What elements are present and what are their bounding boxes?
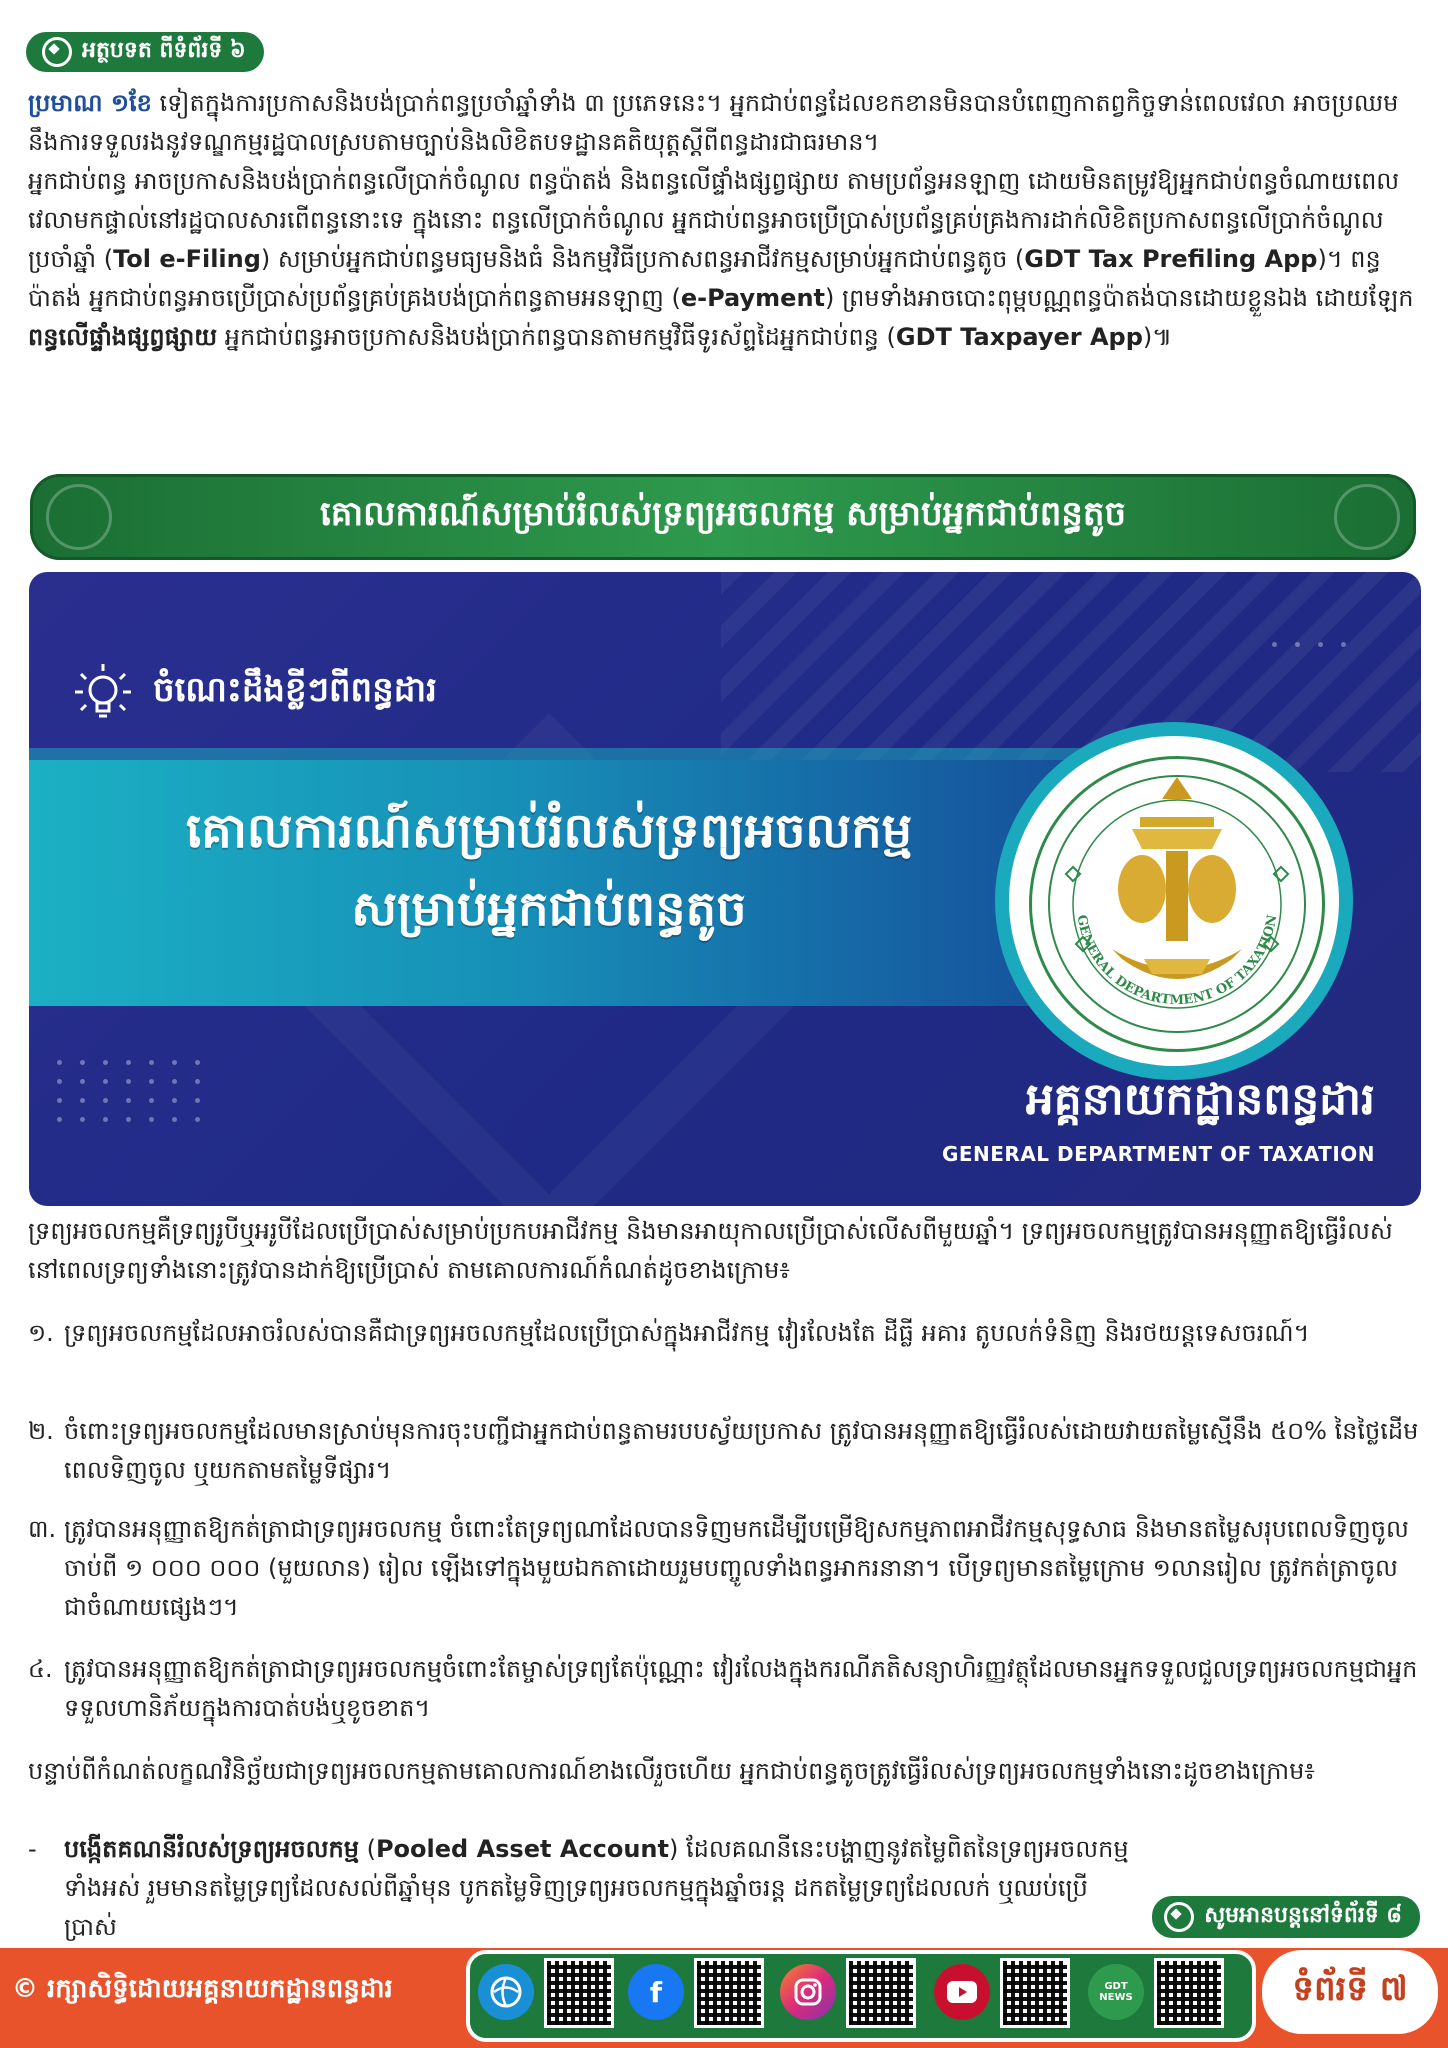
intro-text-1: ទៀតក្នុងការប្រកាសនិងបង់ប្រាក់ពន្ធប្រចាំឆ្នាំទាំង ៣ ប្រភេទនេះ។ អ្នកជាប់ពន្ធដែលខកខានមិនបានបំពេញកាតព្វកិច្ចទាន់ពេលវេលា អាចប្រឈមនឹងការទទួលរងនូវទណ្ឌកម្មរដ្ឋបាលស្របតាមច្បាប់និងលិខិតបទដ្ឋានគតិយុត្តស្តីពីពន្ធដារជាធរមាន។ (28, 89, 1399, 156)
list-item (28, 1510, 1420, 1627)
continue-next-page-badge (1152, 1896, 1420, 1938)
list-text: ចំពោះទ្រព្យអចលកម្មដែលមានស្រាប់មុនការចុះបញ្ជីជាអ្នកជាប់ពន្ធតាមរបបស្វ័យប្រកាស ត្រូវបានអនុញ្ញាតឱ្យធ្វើរំលស់ដោយវាយតម្លៃស្មើនឹង ៥០% នៃថ្លៃដើមពេលទិញចូល ឬយកតាមតម្លៃទីផ្សារ។ (64, 1417, 1419, 1484)
intro-text-2c: )។ ពន្ធប៉ាតង់ អ្នកជាប់ពន្ធអាចប្រើប្រាស់ប្រព័ន្ធគ្រប់គ្រងបង់ប្រាក់ពន្ធតាមអនឡាញ ( (28, 245, 1381, 312)
bullet-open: ( (358, 1835, 376, 1863)
facebook-icon[interactable]: f (628, 1964, 684, 2020)
ad-tax-term: ពន្ធលើផ្ទាំងផ្សព្វផ្សាយ (28, 323, 218, 351)
intro-paragraph-2 (28, 162, 1420, 357)
tol-efiling-term: Tol e-Filing (113, 245, 261, 273)
banner-title-line-2: សម្រាប់អ្នកជាប់ពន្ធតូច (351, 881, 747, 937)
page-number: ទំព័រទី ៧ (1262, 1950, 1438, 2034)
gdt-news-icon[interactable] (1088, 1964, 1144, 2020)
web-icon[interactable] (478, 1964, 534, 2020)
tip-label: ចំណេះដឹងខ្លីៗពីពន្ធដារ (153, 670, 437, 710)
qr-code-icon[interactable] (846, 1958, 916, 2028)
prefiling-app-term: GDT Tax Prefiling App (1024, 245, 1318, 273)
intro-text-2a: អ្នកជាប់ពន្ធ អាចប្រកាសនិងបង់ប្រាក់ពន្ធលើប្រាក់ចំណូល ពន្ធប៉ាតង់ និងពន្ធលើផ្ទាំងផ្សព្វផ្សាយ តាមប្រព័ន្ធអនឡាញ ដោយមិនតម្រូវឱ្យអ្នកជាប់ពន្ធចំណាយពេលវេលាមកផ្ទាល់នៅរដ្ឋបាលសារពើពន្ធនោះទេ ក្នុងនោះ ពន្ធលើប្រាក់ចំណូល អ្នកជាប់ពន្ធអាចប្រើប្រាស់ប្រព័ន្ធគ្រប់គ្រងការដាក់លិខិតប្រកាសពន្ធលើប្រាក់ចំណូលប្រចាំឆ្នាំ ( (28, 167, 1400, 273)
taxpayer-app-term: GDT Taxpayer App (895, 323, 1143, 351)
seal-text: GENERAL DEPARTMENT OF TAXATION (1073, 913, 1281, 1009)
section-title-bar (30, 474, 1416, 560)
intro-text-2d: ) ព្រមទាំងអាចបោះពុម្ពបណ្ណពន្ធប៉ាតង់បានដោយខ្លួនឯង ដោយឡែក (825, 284, 1414, 312)
continued-badge (26, 32, 264, 72)
ornament-icon (46, 484, 112, 550)
ornament-icon (42, 37, 72, 67)
intro-text-2f: )៕ (1142, 323, 1173, 351)
list-item (28, 1650, 1420, 1728)
copyright: © រក្សាសិទ្ធិដោយអគ្គនាយកដ្ឋានពន្ធដារ (12, 1974, 393, 2004)
section-title: គោលការណ៍សម្រាប់រំលស់ទ្រព្យអចលកម្ម សម្រាប់អ្នកជាប់ពន្ធតូច (319, 494, 1127, 534)
bulb-icon (73, 660, 133, 726)
list-number: ១. (28, 1319, 54, 1347)
bullet-rest: ) ដែលគណនីនេះបង្ហាញនូវតម្លៃពិតនៃទ្រព្យអចលកម្មទាំងអស់ រួមមានតម្លៃទ្រព្យដែលសល់ពីឆ្នាំមុន បូកតម្លៃទិញទ្រព្យអចលកម្មក្នុងឆ្នាំចរន្ត ដកតម្លៃទ្រព្យដែលលក់ ឬឈប់ប្រើប្រាស់ (64, 1835, 1129, 1941)
dots-decoration (57, 1060, 200, 1122)
list-number: ២. (28, 1417, 54, 1445)
body-intro: ទ្រព្យអចលកម្មគឺទ្រព្យរូបីឬអរូបីដែលប្រើប្រាស់សម្រាប់ប្រកបអាជីវកម្ម និងមានអាយុកាលប្រើប្រាស់លើសពីមួយឆ្នាំ។ ទ្រព្យអចលកម្មត្រូវបានអនុញ្ញាតឱ្យធ្វើរំលស់នៅពេលទ្រព្យទាំងនោះត្រូវបានដាក់ឱ្យប្រើប្រាស់ តាមគោលការណ៍កំណត់ដូចខាងក្រោម៖ (28, 1217, 1393, 1284)
list-number: ៣. (28, 1515, 57, 1543)
ornament-icon (1164, 1902, 1194, 1932)
gdt-seal-icon (1029, 756, 1325, 1052)
epayment-term: e-Payment (680, 284, 826, 312)
qr-code-icon[interactable] (694, 1958, 764, 2028)
org-name-english: GENERAL DEPARTMENT OF TAXATION (941, 1142, 1375, 1166)
intro-paragraph-1 (28, 84, 1420, 162)
list-text: ទ្រព្យអចលកម្មដែលអាចរំលស់បានគឺជាទ្រព្យអចលកម្មដែលប្រើប្រាស់ក្នុងអាជីវកម្ម វៀរលែងតែ ដីធ្លី អគារ តូបលក់ទំនិញ និងរថយន្តទេសចរណ៍។ (64, 1319, 1310, 1347)
list-text: ត្រូវបានអនុញ្ញាតឱ្យកត់ត្រាជាទ្រព្យអចលកម្មចំពោះតែម្ចាស់ទ្រព្យតែប៉ុណ្ណោះ វៀរលែងក្នុងករណីភតិសន្យាហិរញ្ញវត្ថុដែលមានអ្នកទទួលជួលទ្រព្យអចលកម្មជាអ្នកទទួលហានិភ័យក្នុងការបាត់បង់ឬខូចខាត។ (64, 1655, 1418, 1722)
banner-stripes (721, 572, 1421, 772)
intro-text-2e: អ្នកជាប់ពន្ធអាចប្រកាសនិងបង់ប្រាក់ពន្ធបានតាមកម្មវិធីទូរស័ព្ទដៃអ្នកជាប់ពន្ធ ( (217, 323, 896, 351)
continued-badge-text: អត្ថបទត ពីទំព័រទី ៦ (82, 38, 246, 63)
bullet-item (28, 1830, 1138, 1947)
qr-code-icon[interactable] (544, 1958, 614, 2028)
youtube-icon[interactable] (934, 1964, 990, 2020)
qr-code-icon[interactable] (1000, 1958, 1070, 2028)
qr-code-icon[interactable] (1154, 1958, 1224, 2028)
pooled-asset-account-term: Pooled Asset Account (375, 1835, 669, 1863)
org-name-khmer: អគ្គនាយកដ្ឋានពន្ធដារ (1025, 1074, 1375, 1125)
intro-highlight: ប្រមាណ ១ខែ (28, 89, 152, 117)
gdt-news-label: GDT NEWS (1099, 1981, 1133, 2003)
list-text: ត្រូវបានអនុញ្ញាតឱ្យកត់ត្រាជាទ្រព្យអចលកម្ម ចំពោះតែទ្រព្យណាដែលបានទិញមកដើម្បីបម្រើឱ្យសកម្មភាពអាជីវកម្មសុទ្ធសាធ និងមានតម្លៃសរុបពេលទិញចូល ចាប់ពី ១ ០០០ ០០០ (មួយលាន) រៀល ឡើងទៅក្នុងមួយឯកតាដោយរួមបញ្ចូលទាំងពន្ធអាករនានា។ បើទ្រព្យមានតម្លៃក្រោម ១លានរៀល ត្រូវកត់ត្រាចូលជាចំណាយផ្សេងៗ។ (64, 1515, 1409, 1621)
list-item (28, 1412, 1420, 1490)
list-item (28, 1314, 1420, 1353)
continue-next-page-text: សូមអានបន្តនៅទំព័រទី ៨ (1204, 1903, 1402, 1928)
banner-title-line-1: គោលការណ៍សម្រាប់រំលស់ទ្រព្យអចលកម្ម (185, 803, 913, 859)
bullet-dash: - (28, 1835, 37, 1863)
banner-title (69, 792, 1029, 948)
tip-row (73, 660, 437, 726)
instagram-icon[interactable] (780, 1964, 836, 2020)
ornament-icon (1334, 484, 1400, 550)
bullet-lead: បង្កើតគណនីរំលស់ទ្រព្យអចលកម្ម (64, 1835, 359, 1863)
banner (29, 572, 1421, 1206)
dots-decoration (1272, 642, 1346, 647)
intro-text-2b: ) សម្រាប់អ្នកជាប់ពន្ធមធ្យមនិងធំ និងកម្មវិធីប្រកាសពន្ធអាជីវកម្មសម្រាប់អ្នកជាប់ពន្ធតូច ( (260, 245, 1025, 273)
after-list-text: បន្ទាប់ពីកំណត់លក្ខណវិនិច្ឆ័យជាទ្រព្យអចលកម្មតាមគោលការណ៍ខាងលើរួចហើយ អ្នកជាប់ពន្ធតូចត្រូវធ្វើរំលស់ទ្រព្យអចលកម្មទាំងនោះដូចខាងក្រោម៖ (28, 1757, 1315, 1785)
list-number: ៤. (28, 1655, 53, 1683)
